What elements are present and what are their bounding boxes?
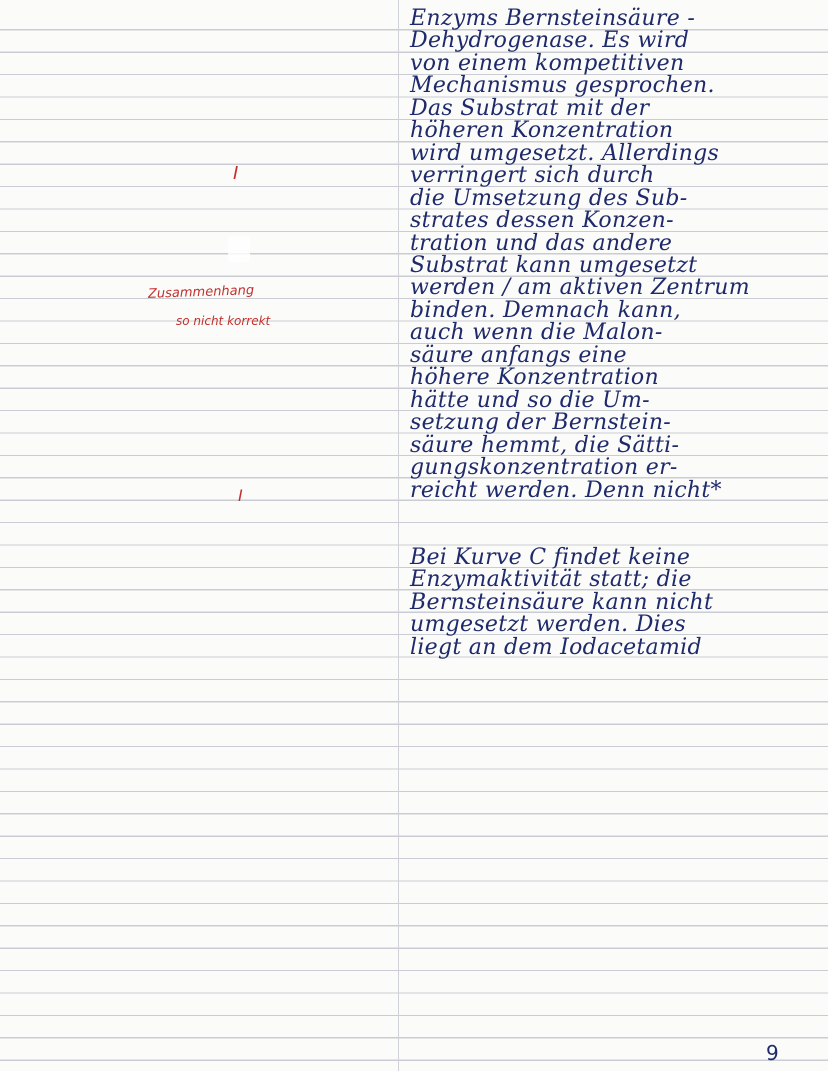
text-line: Enzymaktivität statt; die: [410, 567, 692, 593]
text-line: werden / am aktiven Zentrum: [410, 275, 750, 301]
text-line: Mechanismus gesprochen.: [410, 73, 715, 99]
text-line: säure hemmt, die Sätti-: [410, 432, 680, 458]
text-line: umgesetzt werden. Dies: [410, 612, 686, 638]
text-line: Substrat kann umgesetzt: [410, 252, 698, 278]
correction-mark-bracket: I: [238, 486, 243, 505]
text-line: reicht werden. Denn nicht*: [410, 477, 722, 503]
text-line: auch wenn die Malon-: [410, 320, 663, 346]
text-line: gungskonzentration er-: [410, 455, 678, 481]
eraser-smudge: [228, 236, 250, 262]
text-line: binden. Demnach kann,: [410, 297, 681, 323]
text-line: säure anfangs eine: [410, 342, 627, 368]
text-line: hätte und so die Um-: [410, 387, 650, 413]
teacher-comment-line1: Zusammenhang: [147, 283, 255, 302]
paragraph-gap: [400, 502, 810, 547]
text-line: von einem kompetitiven: [410, 50, 685, 76]
margin-line: [398, 0, 399, 1071]
teacher-comment-line2: so nicht korrekt: [176, 314, 271, 328]
text-line: strates dessen Konzen-: [410, 208, 674, 234]
text-line: verringert sich durch: [410, 163, 655, 189]
text-line: Bernsteinsäure kann nicht: [410, 589, 714, 615]
correction-mark-i: I: [233, 163, 239, 184]
text-line: setzung der Bernstein-: [410, 410, 672, 436]
handwritten-text: [400, 8, 810, 659]
text-line: höheren Konzentration: [410, 118, 674, 144]
text-line: Dehydrogenase. Es wird: [410, 28, 690, 54]
text-line: tration und das andere: [410, 230, 673, 256]
text-line: Enzyms Bernsteinsäure -: [410, 6, 696, 31]
text-line: Bei Kurve C findet keine: [410, 544, 691, 570]
text-line: wird umgesetzt. Allerdings: [410, 140, 720, 166]
text-line: höhere Konzentration: [410, 365, 659, 391]
text-line: liegt an dem Iodacetamid: [410, 634, 702, 660]
text-line: die Umsetzung des Sub-: [410, 185, 688, 211]
text-line: Das Substrat mit der: [410, 95, 650, 121]
page-number: 9: [766, 1041, 779, 1065]
